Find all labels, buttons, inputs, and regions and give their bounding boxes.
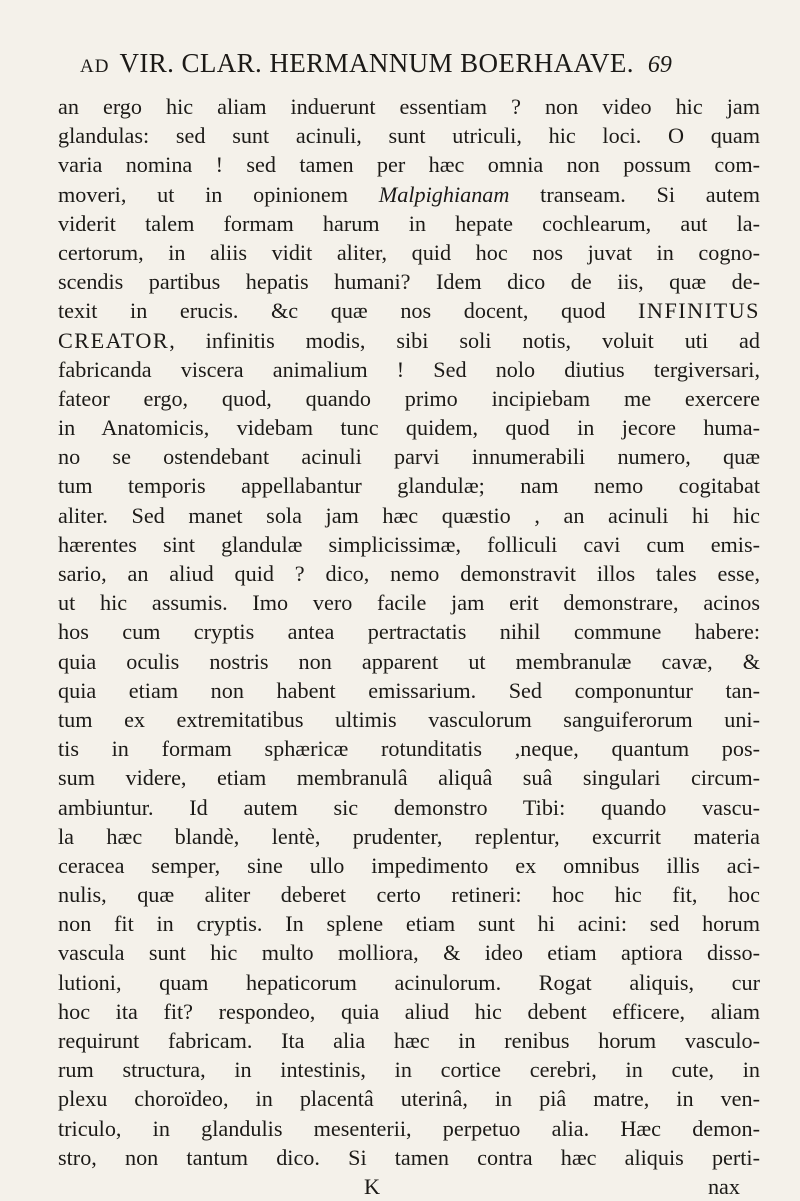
text-run: stro, non tantum dico. Si tamen contra hæc aliquis perti- (58, 1144, 760, 1170)
signature-mark: K (364, 1173, 381, 1199)
text-run: hos cum cryptis antea pertractatis nihil commune habere: (58, 619, 760, 645)
text-line (58, 822, 760, 851)
text-run: transeam. Si autem (509, 181, 760, 207)
text-run: quia oculis nostris non apparent ut membranulæ cavæ, & (58, 648, 760, 674)
text-run: triculo, in glandulis mesenterii, perpetuo alia. Hæc demon- (58, 1115, 760, 1141)
text-run: varia nomina ! sed tamen per hæc omnia non possum com- (58, 152, 760, 178)
italic-text: Malpighianam (378, 181, 510, 207)
text-run: tum temporis appellabantur glandulæ; nam nemo cogitabat (58, 473, 760, 499)
text-run: sum videre, etiam membranulâ aliquâ suâ singulari circum- (58, 765, 760, 791)
text-line (58, 676, 760, 705)
text-line (58, 501, 760, 530)
text-run: in Anatomicis, videbam tunc quidem, quod in jecore huma- (58, 415, 760, 441)
text-run: , infinitis modis, sibi soli notis, voluit uti ad (169, 327, 760, 353)
text-line (58, 763, 760, 792)
text-line (58, 617, 760, 646)
text-line (58, 938, 760, 967)
text-line (58, 355, 760, 384)
page-number: 69 (647, 52, 672, 78)
text-run: ambiuntur. Id autem sic demonstro Tibi: quando vascu- (58, 794, 760, 820)
text-run: tum ex extremitatibus ultimis vasculorum sanguiferorum uni- (58, 706, 760, 732)
text-line (58, 647, 760, 676)
text-line (58, 471, 760, 500)
text-line (58, 851, 760, 880)
text-run: an ergo hic aliam induerunt essentiam ? non video hic jam (58, 94, 760, 119)
text-run: sario, an aliud quid ? dico, nemo demonstravit illos tales esse, (58, 561, 760, 586)
text-line (58, 734, 760, 763)
text-line (58, 705, 760, 734)
text-line (58, 238, 760, 267)
text-line (58, 150, 760, 179)
capitals-text: INFINITUS (638, 298, 760, 324)
text-run: tis in formam sphæricæ rotunditatis ,neque, quantum pos- (58, 736, 760, 762)
text-line (58, 530, 760, 559)
text-line (58, 909, 760, 938)
text-run: nulis, quæ aliter deberet certo retineri: hoc hic fit, hoc (58, 882, 760, 908)
text-line (58, 121, 760, 150)
text-run: glandulas: sed sunt acinuli, sunt utriculi, hic loci. O quam (58, 123, 760, 149)
text-line (58, 588, 760, 617)
text-run: fateor ergo, quod, quando primo incipiebam me exercere (58, 385, 760, 411)
text-line (58, 1055, 760, 1084)
text-line (58, 1114, 760, 1143)
text-run: aliter. Sed manet sola jam hæc quæstio , an acinuli hi hic (58, 502, 760, 528)
text-line (58, 1084, 760, 1113)
text-run: non fit in cryptis. In splene etiam sunt hi acini: sed horum (58, 911, 760, 937)
text-line (58, 559, 760, 588)
text-line (58, 413, 760, 442)
text-line (58, 180, 760, 209)
text-line (58, 384, 760, 413)
text-run: requirunt fabricam. Ita alia hæc in renibus horum vasculo- (58, 1028, 760, 1053)
text-run: viderit talem formam harum in hepate cochlearum, aut la- (58, 210, 760, 236)
text-run: moveri, ut in opinionem (58, 181, 379, 207)
text-line (58, 1143, 760, 1172)
running-head-prefix: AD (80, 56, 110, 77)
text-run: plexu choroïdeo, in placentâ uterinâ, in piâ matre, in ven- (58, 1086, 760, 1112)
text-run: la hæc blandè, lentè, prudenter, replentur, excurrit materia (58, 823, 760, 849)
text-run: rum structura, in intestinis, in cortice cerebri, in cute, in (58, 1057, 760, 1083)
text-run: ut hic assumis. Imo vero facile jam erit demonstrare, acinos (58, 590, 760, 616)
text-run: scendis partibus hepatis humani? Idem dico de iis, quæ de- (58, 269, 760, 295)
text-run: quia etiam non habent emissarium. Sed componuntur tan- (58, 677, 760, 703)
capitals-text: CREATOR (58, 327, 170, 353)
page-footer (58, 1172, 760, 1201)
text-line (58, 267, 760, 296)
text-run: ceracea semper, sine ullo impedimento ex omnibus illis aci- (58, 852, 760, 878)
text-line (58, 968, 760, 997)
text-line (58, 209, 760, 238)
running-head-title: VIR. CLAR. HERMANNUM BOERHAAVE. (119, 48, 634, 78)
text-line (58, 1026, 760, 1055)
running-head (58, 48, 760, 84)
text-line (58, 326, 760, 355)
text-line (58, 997, 760, 1026)
text-run: hoc ita fit? respondeo, quia aliud hic debent efficere, aliam (58, 998, 760, 1024)
text-run: fabricanda viscera animalium ! Sed nolo diutius tergiversari, (58, 356, 760, 382)
text-run: lutioni, quam hepaticorum acinulorum. Rogat aliquis, cur (58, 969, 760, 995)
text-run: vascula sunt hic multo molliora, & ideo etiam aptiora disso- (58, 940, 760, 966)
text-run: texit in erucis. &c quæ nos docent, quod (58, 298, 639, 324)
text-run: no se ostendebant acinuli parvi innumerabili numero, quæ (58, 444, 760, 470)
catchword: nax (707, 1173, 740, 1199)
text-line (58, 793, 760, 822)
text-line (58, 296, 760, 325)
text-line (58, 442, 760, 471)
text-run: hærentes sint glandulæ simplicissimæ, folliculi cavi cum emis- (58, 531, 760, 557)
text-line (58, 92, 760, 121)
body-text (58, 92, 760, 1172)
text-line (58, 880, 760, 909)
text-run: certorum, in aliis vidit aliter, quid hoc nos juvat in cogno- (58, 239, 760, 265)
